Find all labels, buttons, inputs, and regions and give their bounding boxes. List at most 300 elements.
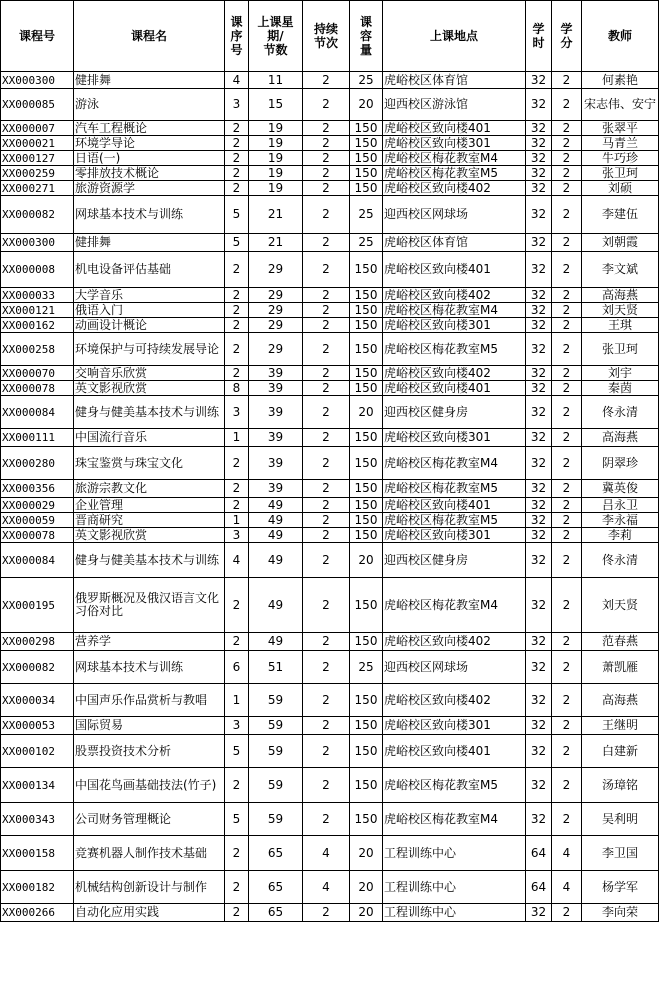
cell-teacher: 马青兰 [582,136,659,151]
cell-location: 虎峪校区致向楼301 [383,136,526,151]
cell-location: 虎峪校区梅花教室M5 [383,513,526,528]
cell-credits: 2 [552,151,582,166]
cell-hours: 32 [526,480,552,498]
table-row [1,333,659,366]
cell-section-no: 2 [225,303,249,318]
cell-section-no: 5 [225,234,249,252]
cell-teacher: 王继明 [582,717,659,735]
cell-section-no: 2 [225,480,249,498]
cell-credits: 2 [552,768,582,803]
cell-duration: 2 [303,181,350,196]
cell-location: 虎峪校区致向楼401 [383,498,526,513]
cell-teacher: 何素艳 [582,72,659,89]
cell-course-code: XX000300 [1,72,74,89]
cell-course-name: 旅游资源学 [74,181,225,196]
cell-capacity: 150 [350,429,383,447]
cell-hours: 32 [526,513,552,528]
cell-duration: 2 [303,121,350,136]
cell-section-no: 2 [225,768,249,803]
cell-section-no: 2 [225,181,249,196]
cell-course-code: XX000182 [1,871,74,904]
cell-hours: 32 [526,333,552,366]
cell-duration: 2 [303,447,350,480]
cell-section-no: 2 [225,633,249,651]
cell-course-code: XX000033 [1,288,74,303]
cell-weekday-period: 49 [249,578,303,633]
cell-location: 迎西校区游泳馆 [383,89,526,121]
cell-location: 虎峪校区梅花教室M4 [383,151,526,166]
table-row [1,166,659,181]
cell-hours: 32 [526,633,552,651]
cell-location: 虎峪校区致向楼401 [383,735,526,768]
cell-credits: 2 [552,447,582,480]
cell-weekday-period: 21 [249,234,303,252]
cell-teacher: 冀英俊 [582,480,659,498]
cell-credits: 2 [552,803,582,836]
cell-course-name: 中国花鸟画基础技法(竹子) [74,768,225,803]
cell-section-no: 2 [225,318,249,333]
cell-capacity: 150 [350,768,383,803]
cell-teacher: 高海燕 [582,429,659,447]
cell-section-no: 5 [225,803,249,836]
cell-course-code: XX000007 [1,121,74,136]
cell-location: 迎西校区网球场 [383,651,526,684]
cell-course-code: XX000127 [1,151,74,166]
cell-duration: 2 [303,651,350,684]
cell-weekday-period: 39 [249,429,303,447]
cell-weekday-period: 65 [249,836,303,871]
cell-teacher: 刘天贤 [582,578,659,633]
cell-section-no: 2 [225,136,249,151]
cell-credits: 2 [552,196,582,234]
cell-capacity: 20 [350,836,383,871]
cell-duration: 2 [303,528,350,543]
cell-section-no: 2 [225,288,249,303]
cell-course-name: 汽车工程概论 [74,121,225,136]
cell-section-no: 2 [225,151,249,166]
cell-location: 虎峪校区致向楼402 [383,288,526,303]
cell-teacher: 李向荣 [582,904,659,922]
table-row [1,651,659,684]
cell-course-name: 企业管理 [74,498,225,513]
cell-location: 虎峪校区梅花教室M5 [383,768,526,803]
cell-course-code: XX000111 [1,429,74,447]
cell-section-no: 3 [225,396,249,429]
cell-weekday-period: 19 [249,181,303,196]
cell-credits: 2 [552,318,582,333]
header-capacity: 课 容 量 [350,1,383,72]
cell-credits: 2 [552,578,582,633]
cell-location: 虎峪校区梅花教室M4 [383,303,526,318]
cell-section-no: 6 [225,651,249,684]
cell-duration: 2 [303,396,350,429]
cell-capacity: 20 [350,904,383,922]
table-row [1,288,659,303]
cell-location: 虎峪校区致向楼402 [383,684,526,717]
table-row [1,318,659,333]
cell-credits: 2 [552,366,582,381]
table-row [1,72,659,89]
cell-weekday-period: 39 [249,381,303,396]
cell-course-name: 游泳 [74,89,225,121]
cell-course-code: XX000084 [1,543,74,578]
table-row [1,196,659,234]
cell-capacity: 150 [350,136,383,151]
cell-teacher: 王琪 [582,318,659,333]
cell-location: 虎峪校区致向楼401 [383,381,526,396]
cell-section-no: 2 [225,447,249,480]
cell-capacity: 150 [350,528,383,543]
cell-duration: 2 [303,234,350,252]
cell-hours: 32 [526,543,552,578]
cell-location: 迎西校区健身房 [383,543,526,578]
cell-section-no: 2 [225,121,249,136]
cell-location: 虎峪校区梅花教室M5 [383,166,526,181]
cell-course-code: XX000162 [1,318,74,333]
header-course-name: 课程名 [74,1,225,72]
cell-course-code: XX000078 [1,381,74,396]
cell-course-name: 英文影视欣赏 [74,528,225,543]
cell-course-code: XX000343 [1,803,74,836]
cell-weekday-period: 29 [249,252,303,288]
cell-location: 虎峪校区梅花教室M4 [383,447,526,480]
cell-section-no: 3 [225,717,249,735]
cell-capacity: 150 [350,303,383,318]
cell-hours: 32 [526,288,552,303]
cell-course-name: 动画设计概论 [74,318,225,333]
cell-course-name: 健身与健美基本技术与训练 [74,396,225,429]
table-row [1,528,659,543]
cell-credits: 4 [552,836,582,871]
cell-location: 工程训练中心 [383,871,526,904]
cell-duration: 2 [303,429,350,447]
cell-capacity: 150 [350,318,383,333]
cell-capacity: 20 [350,543,383,578]
table-row [1,136,659,151]
table-row [1,447,659,480]
cell-location: 虎峪校区致向楼301 [383,318,526,333]
cell-teacher: 刘硕 [582,181,659,196]
cell-course-name: 网球基本技术与训练 [74,196,225,234]
cell-teacher: 吴利明 [582,803,659,836]
cell-weekday-period: 39 [249,447,303,480]
cell-duration: 2 [303,498,350,513]
cell-course-code: XX000158 [1,836,74,871]
cell-location: 迎西校区网球场 [383,196,526,234]
cell-duration: 2 [303,252,350,288]
cell-weekday-period: 49 [249,633,303,651]
cell-course-code: XX000082 [1,651,74,684]
cell-duration: 2 [303,684,350,717]
header-weekday-period: 上课星 期/ 节数 [249,1,303,72]
cell-course-code: XX000271 [1,181,74,196]
cell-weekday-period: 49 [249,513,303,528]
cell-course-name: 日语(一) [74,151,225,166]
cell-section-no: 1 [225,684,249,717]
cell-course-name: 健身与健美基本技术与训练 [74,543,225,578]
cell-weekday-period: 59 [249,684,303,717]
cell-hours: 32 [526,528,552,543]
cell-course-code: XX000280 [1,447,74,480]
cell-teacher: 李卫国 [582,836,659,871]
cell-capacity: 150 [350,578,383,633]
cell-duration: 2 [303,288,350,303]
cell-credits: 2 [552,429,582,447]
cell-course-name: 旅游宗教文化 [74,480,225,498]
cell-teacher: 牛巧珍 [582,151,659,166]
cell-weekday-period: 49 [249,543,303,578]
cell-section-no: 4 [225,543,249,578]
cell-course-code: XX000102 [1,735,74,768]
cell-course-code: XX000008 [1,252,74,288]
cell-weekday-period: 49 [249,528,303,543]
cell-hours: 32 [526,72,552,89]
cell-capacity: 150 [350,480,383,498]
table-row [1,717,659,735]
cell-section-no: 2 [225,498,249,513]
cell-location: 工程训练中心 [383,904,526,922]
cell-credits: 2 [552,181,582,196]
cell-course-code: XX000258 [1,333,74,366]
cell-course-code: XX000298 [1,633,74,651]
cell-course-name: 股票投资技术分析 [74,735,225,768]
cell-hours: 32 [526,136,552,151]
cell-weekday-period: 59 [249,735,303,768]
cell-hours: 32 [526,447,552,480]
cell-section-no: 1 [225,429,249,447]
cell-capacity: 150 [350,151,383,166]
cell-section-no: 3 [225,89,249,121]
cell-hours: 32 [526,303,552,318]
cell-weekday-period: 29 [249,318,303,333]
cell-weekday-period: 51 [249,651,303,684]
cell-teacher: 刘宇 [582,366,659,381]
cell-section-no: 2 [225,836,249,871]
cell-course-name: 健排舞 [74,234,225,252]
cell-location: 虎峪校区梅花教室M4 [383,803,526,836]
cell-section-no: 2 [225,578,249,633]
cell-credits: 2 [552,396,582,429]
cell-course-name: 晋商研究 [74,513,225,528]
cell-weekday-period: 59 [249,768,303,803]
cell-duration: 2 [303,513,350,528]
cell-duration: 2 [303,333,350,366]
cell-hours: 32 [526,366,552,381]
cell-teacher: 宋志伟、安宁 [582,89,659,121]
table-row [1,803,659,836]
header-course-code: 课程号 [1,1,74,72]
cell-section-no: 5 [225,196,249,234]
cell-hours: 32 [526,196,552,234]
cell-hours: 32 [526,578,552,633]
cell-credits: 2 [552,651,582,684]
cell-course-code: XX000300 [1,234,74,252]
cell-hours: 32 [526,234,552,252]
cell-weekday-period: 15 [249,89,303,121]
cell-duration: 4 [303,871,350,904]
cell-weekday-period: 29 [249,303,303,318]
cell-credits: 2 [552,543,582,578]
cell-location: 虎峪校区致向楼402 [383,181,526,196]
cell-section-no: 2 [225,904,249,922]
cell-capacity: 150 [350,735,383,768]
cell-hours: 32 [526,89,552,121]
cell-hours: 32 [526,904,552,922]
cell-course-code: XX000266 [1,904,74,922]
cell-course-name: 零排放技术概论 [74,166,225,181]
cell-capacity: 25 [350,72,383,89]
table-row [1,498,659,513]
cell-section-no: 4 [225,72,249,89]
cell-hours: 32 [526,151,552,166]
table-row [1,578,659,633]
cell-credits: 2 [552,303,582,318]
cell-course-code: XX000085 [1,89,74,121]
cell-credits: 2 [552,121,582,136]
cell-course-name: 中国流行音乐 [74,429,225,447]
cell-teacher: 张卫珂 [582,166,659,181]
cell-duration: 2 [303,904,350,922]
cell-location: 虎峪校区致向楼401 [383,121,526,136]
cell-capacity: 25 [350,234,383,252]
cell-course-name: 健排舞 [74,72,225,89]
cell-course-code: XX000134 [1,768,74,803]
header-duration: 持续 节次 [303,1,350,72]
cell-teacher: 高海燕 [582,288,659,303]
cell-credits: 2 [552,333,582,366]
cell-teacher: 张翠平 [582,121,659,136]
cell-weekday-period: 65 [249,871,303,904]
cell-duration: 2 [303,303,350,318]
table-row [1,836,659,871]
cell-capacity: 150 [350,166,383,181]
table-row [1,252,659,288]
cell-capacity: 20 [350,396,383,429]
cell-weekday-period: 21 [249,196,303,234]
cell-section-no: 5 [225,735,249,768]
table-row [1,543,659,578]
cell-course-name: 大学音乐 [74,288,225,303]
cell-hours: 32 [526,429,552,447]
cell-course-code: XX000121 [1,303,74,318]
cell-location: 虎峪校区致向楼401 [383,252,526,288]
table-row [1,429,659,447]
cell-section-no: 8 [225,381,249,396]
cell-course-code: XX000021 [1,136,74,151]
cell-course-name: 珠宝鉴赏与珠宝文化 [74,447,225,480]
cell-course-name: 机电设备评估基础 [74,252,225,288]
cell-teacher: 李永福 [582,513,659,528]
cell-section-no: 2 [225,333,249,366]
cell-hours: 32 [526,498,552,513]
cell-weekday-period: 19 [249,151,303,166]
cell-course-code: XX000356 [1,480,74,498]
cell-teacher: 刘天贤 [582,303,659,318]
table-row [1,768,659,803]
cell-course-name: 交响音乐欣赏 [74,366,225,381]
cell-weekday-period: 39 [249,480,303,498]
table-row [1,735,659,768]
cell-teacher: 汤璋铭 [582,768,659,803]
cell-weekday-period: 19 [249,136,303,151]
cell-course-code: XX000029 [1,498,74,513]
cell-course-name: 公司财务管理概论 [74,803,225,836]
cell-duration: 2 [303,366,350,381]
cell-location: 迎西校区健身房 [383,396,526,429]
cell-duration: 2 [303,72,350,89]
cell-duration: 2 [303,89,350,121]
cell-section-no: 2 [225,166,249,181]
cell-location: 虎峪校区致向楼301 [383,528,526,543]
cell-location: 虎峪校区致向楼402 [383,633,526,651]
cell-duration: 2 [303,381,350,396]
cell-capacity: 150 [350,121,383,136]
cell-weekday-period: 59 [249,803,303,836]
table-row [1,904,659,922]
cell-location: 虎峪校区体育馆 [383,234,526,252]
cell-weekday-period: 29 [249,333,303,366]
table-row [1,396,659,429]
cell-hours: 32 [526,803,552,836]
cell-course-name: 竞赛机器人制作技术基础 [74,836,225,871]
cell-duration: 2 [303,578,350,633]
cell-capacity: 150 [350,498,383,513]
cell-teacher: 佟永清 [582,396,659,429]
cell-duration: 2 [303,318,350,333]
cell-credits: 2 [552,633,582,651]
cell-teacher: 李莉 [582,528,659,543]
cell-credits: 2 [552,684,582,717]
cell-capacity: 25 [350,651,383,684]
table-row [1,684,659,717]
cell-credits: 2 [552,234,582,252]
cell-duration: 2 [303,196,350,234]
cell-duration: 2 [303,735,350,768]
cell-course-name: 英文影视欣赏 [74,381,225,396]
table-row [1,480,659,498]
cell-hours: 32 [526,651,552,684]
table-row [1,381,659,396]
cell-teacher: 范春燕 [582,633,659,651]
header-location: 上课地点 [383,1,526,72]
table-row [1,633,659,651]
cell-hours: 32 [526,381,552,396]
cell-teacher: 吕永卫 [582,498,659,513]
cell-duration: 2 [303,543,350,578]
cell-teacher: 萧凯雁 [582,651,659,684]
cell-course-name: 营养学 [74,633,225,651]
cell-course-name: 环境学导论 [74,136,225,151]
cell-credits: 2 [552,166,582,181]
cell-course-code: XX000059 [1,513,74,528]
cell-hours: 32 [526,684,552,717]
table-row [1,121,659,136]
cell-course-code: XX000195 [1,578,74,633]
cell-duration: 2 [303,151,350,166]
cell-section-no: 1 [225,513,249,528]
table-row [1,513,659,528]
cell-course-name: 自动化应用实践 [74,904,225,922]
cell-hours: 32 [526,252,552,288]
table-row [1,366,659,381]
cell-duration: 4 [303,836,350,871]
cell-course-name: 网球基本技术与训练 [74,651,225,684]
cell-weekday-period: 39 [249,396,303,429]
cell-credits: 2 [552,498,582,513]
cell-location: 虎峪校区致向楼402 [383,366,526,381]
header-hours: 学 时 [526,1,552,72]
cell-capacity: 150 [350,803,383,836]
